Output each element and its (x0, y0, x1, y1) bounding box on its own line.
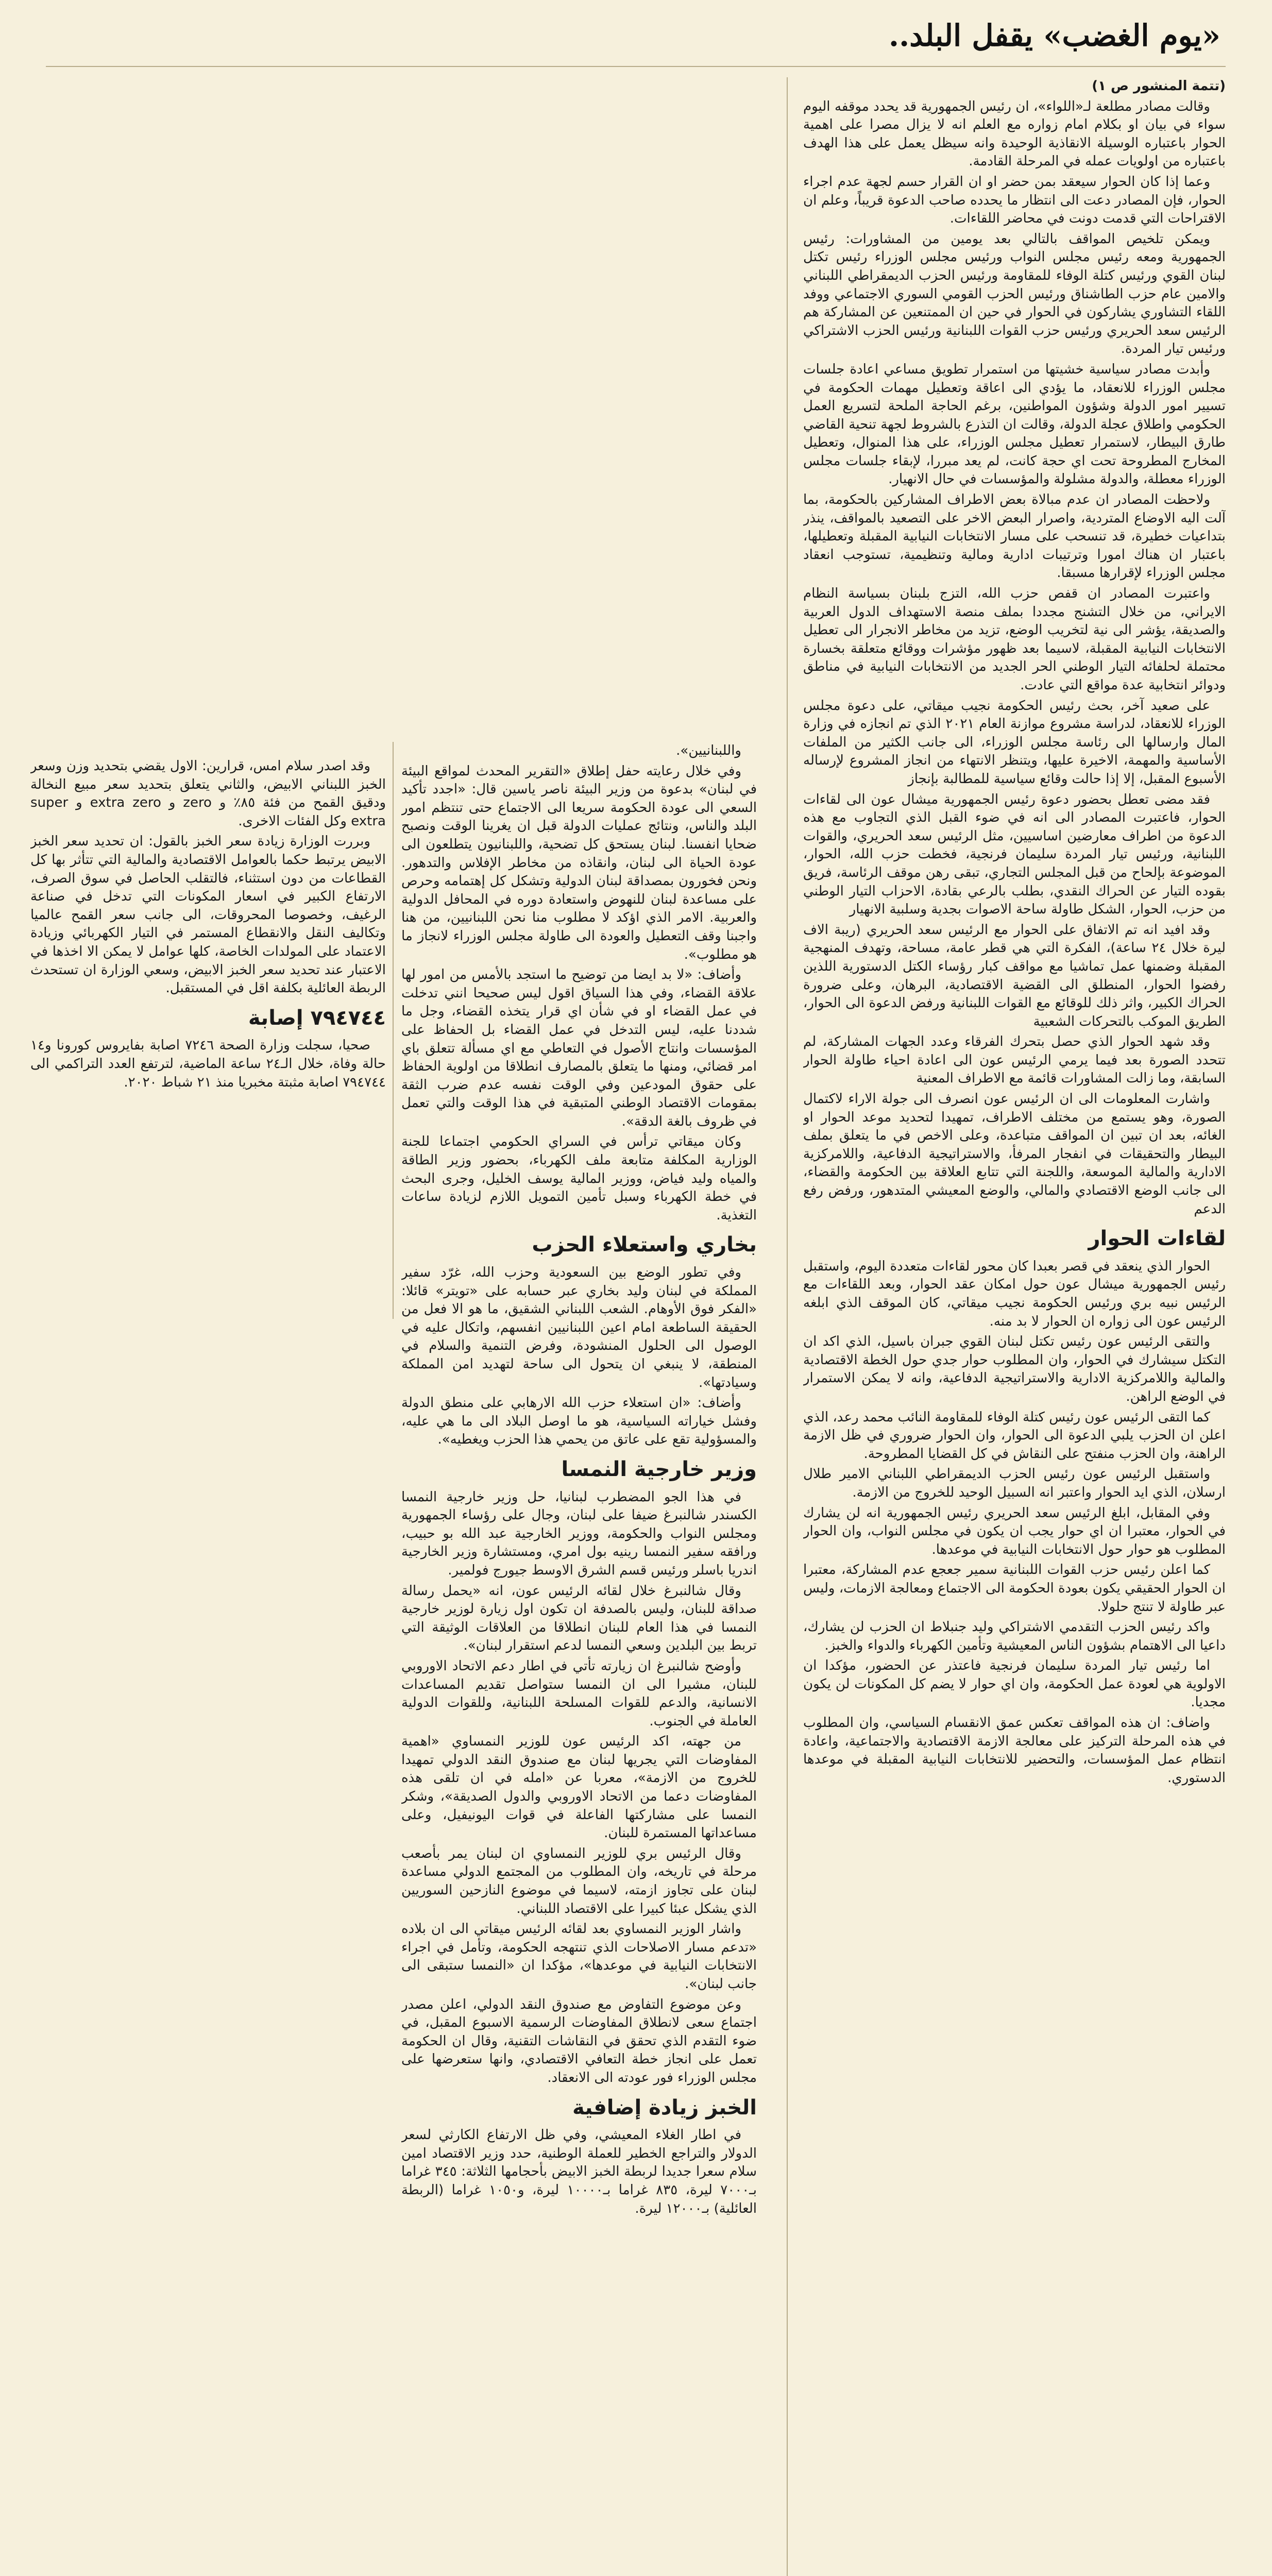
paragraph: على صعيد آخر، بحث رئيس الحكومة نجيب ميقاتي، على دعوة مجلس الوزراء للانعقاد، لدراسة مشروع موازنة العام ٢٠٢١ الذي تم انجازه في وزارة المال وارسالها الى رئاسة مجلس الوزراء، الى جانب الكثير من الملفات الأساسية والمهمة، الاخيرة عليها، ويتنظر الانتهاء من انجاز المشروع لإرساله الأسبوع المقبل، إلا إذا حالت وقائع سياسية للمطالبة بإنجاز (803, 698, 1226, 787)
paragraph: واللبنانيين». (676, 743, 741, 758)
continued-note: (تتمة المنشور ص ١) (1092, 78, 1226, 94)
paragraph: وأضاف: «لا بد ايضا من توضيح ما استجد بالأمس من امور لها علاقة القضاء، وفي هذا السياق اقول ليس صحيحا انني تدخلت في عمل القضاء او في شأن اي قرار يتخذه القضاء، وجل ما شددنا عليه، ليس التدخل في عمل القضاء بل الحفاظ على المؤسسات وانتاج الأصول في التعاطي مع اي مسألة تتعلق باي امر قضائي، ومنها ما يتعلق بالمصارف انطلاقا من اولوية الحفاظ على حقوق المودعين وفي الوقت نفسه عدم ضرب الثقة بمقومات الاقتصاد الوطني المتبقية في هذا الوقت والتي تعمل في ظروف بالغة الدقة». (401, 967, 757, 1129)
paragraph: وأبدت مصادر سياسية خشيتها من استمرار تطويق مساعي اعادة جلسات مجلس الوزراء للانعقاد، ما يؤدي الى اعاقة وتعطيل مهمات الحكومة في تسيير امور الدولة وشؤون المواطنين، برغم الحاجة الملحة لتسريع العمل الحكومي واطلاق عجلة الدولة، وقالت ان التذرع بالشروط لجهة تنحية القاضي طارق البيطار، لاستمرار تعطيل مجلس الوزراء، على هذا المنوال، وتعطيل المخارج المطروحة تحت اي حجة كانت، لم يعد مبررا، لإبقاء جلسات مجلس الوزراء معطلة، والدولة مشلولة والمؤسسات في حال الانهيار. (803, 361, 1226, 487)
paragraph: فقد مضى تعطل بحضور دعوة رئيس الجمهورية ميشال عون الى لقاءات الحوار، فاعتبرت المصادر الى انه في ضوء القبل الذي التجاوب مع هذه الدعوة من اطراف معارضين اساسيين، مثل الرئيس سعد الحريري، والقوات اللبنانية، ورئيس تيار المردة سليمان فرنجية، فخطت حزب الله، الحوار، الموضوعة بإلحاح من قبل المجلس التجاري، تبقى رهن موقف الرئاسة، فريق بقوده التيار عن الحراك النقدي، بطلب بالرعي بقادة، الاحزاب التيار الوطني من حزب، الحوار، الشكل طاولة ساحة الاصوات بجدية وسلبية الانهيار (803, 791, 1226, 918)
paragraph: في هذا الجو المضطرب لبنانيا، حل وزير خارجية النمسا الكسندر شالنبرغ ضيفا على لبنان، وجال على رؤساء الجمهورية ومجلس النواب والحكومة، ووزير الخارجية عبد الله بو حبيب، ورافقه سفير النمسا رينيه بول امري، ومستشارة وزير الخارجية اندريا باسلر ورئيس قسم الشرق الاوسط جيورج فولمير. (401, 1489, 757, 1578)
paragraph: والتقى الرئيس عون رئيس تكتل لبنان القوي جبران باسيل، الذي اكد ان التكتل سيشارك في الحوار، وان المطلوب حوار جدي حول الخطة الاقتصادية والمالية واللامركزية الادارية والاستراتيجية الدفاعية، وانه لا يمكن الاستمرار في الوضع الراهن. (803, 1334, 1226, 1404)
paragraph: وقد شهد الحوار الذي حصل بتحرك الفرقاء وعدد الجهات المشاركة، لم تتحدد الصورة بعد فيما يرمي الرئيس عون الى اعادة احياء طاولة الحوار السابقة، وما زالت المشاورات قائمة مع الاطراف المعنية (803, 1034, 1226, 1087)
headline: «يوم الغضب» يقفل البلد.. (888, 18, 1220, 53)
paragraph: كما التقى الرئيس عون رئيس كتلة الوفاء للمقاومة النائب محمد رعد، الذي اعلن ان الحزب يلبي الدعوة الى الحوار، وان الحوار ضروري في ظل الازمة الراهنة، وان الحزب منفتح على النقاش في كل القضايا المطروحة. (803, 1409, 1226, 1462)
paragraph: اما رئيس تيار المردة سليمان فرنجية فاعتذر عن الحضور، مؤكدا ان الاولوية هي لعودة عمل الحكومة، وان اي حوار لا يضم كل المكونات لن يكون مجديا. (803, 1658, 1226, 1710)
paragraph: وقال شالنبرغ خلال لقائه الرئيس عون، انه «يحمل رسالة صداقة للبنان، وليس بالصدفة ان تكون اول زيارة لوزير خارجية النمسا في هذا العام للبنان انطلاقا من العلاقات الوثيقة التي تربط بين البلدين وسعي النمسا لدعم استقرار لبنان». (401, 1583, 757, 1654)
section-heading-bukhari: بخاري واستعلاء الحزب (532, 1233, 757, 1257)
paragraph: ولاحظت المصادر ان عدم مبالاة بعض الاطراف المشاركين بالحكومة، بما آلت اليه الاوضاع المتردية، واصرار البعض الاخر على التصعيد بالمواقف، ينذر بتداعيات خطيرة، قد تنسحب على مسار الانتخابات النيابية المقبلة وتعطيلها، باعتبار ان هناك امورا وترتيبات ادارية ومالية وتنظيمية، تستوجب انعقاد مجلس الوزراء لإقرارها مسبقا. (803, 492, 1226, 581)
paragraph: واشار الوزير النمساوي بعد لقائه الرئيس ميقاتي الى ان بلاده «تدعم مسار الاصلاحات الذي تنتهجه الحكومة، وتأمل في اجراء الانتخابات النيابية في موعدها»، مؤكدا ان «النمسا ستبقى الى جانب لبنان». (401, 1921, 757, 1992)
paragraph: كما اعلن رئيس حزب القوات اللبنانية سمير جعجع عدم المشاركة، معتبرا ان الحوار الحقيقي يكون بعودة الحكومة الى الاجتماع ومعالجة الازمات، وليس عبر طاولة لا تنتج حلولا. (803, 1562, 1226, 1615)
section-heading-bread: الخبز زيادة إضافية (572, 2095, 757, 2120)
paragraph: وفي المقابل، ابلغ الرئيس سعد الحريري رئيس الجمهورية انه لن يشارك في الحوار، معتبرا ان اي حوار يجب ان يكون في مجلس النواب، وان الحوار المطلوب هو حوار حول الانتخابات النيابية في موعدها. (803, 1505, 1226, 1557)
paragraph: ويمكن تلخيص المواقف بالتالي بعد يومين من المشاورات: رئيس الجمهورية ومعه رئيس مجلس النواب ورئيس مجلس الوزراء رئيس تكتل لبنان القوي ورئيس كتلة الوفاء للمقاومة ورئيس الحزب الديمقراطي اللبناني والامين عام حزب الطاشناق ورئيس الحزب القومي السوري الاجتماعي ووفد اللقاء التشاوري يشاركون في الحوار في حين ان الممتنعين عن المشاركة هم الرئيس سعد الحريري ورئيس حزب القوات اللبنانية ورئيس الحزب الاشتراكي ورئيس تيار المردة. (803, 231, 1226, 357)
paragraph: وأوضح شالنبرغ ان زيارته تأتي في اطار دعم الاتحاد الاوروبي للبنان، مشيرا الى ان النمسا ستواصل تقديم المساعدات الانسانية، والدعم للقوات المسلحة اللبنانية، وللقوات الدولية العاملة في الجنوب. (401, 1658, 757, 1729)
paragraph: في اطار الغلاء المعيشي، وفي ظل الارتفاع الكارثي لسعر الدولار والتراجع الخطير للعملة الوطنية، حدد وزير الاقتصاد امين سلام سعرا جديدا لربطة الخبز الابيض بأحجامها الثلاثة: ٣٤٥ غراما بـ٧٠٠٠ ليرة، ٨٣٥ غراما بـ١٠٠٠٠ ليرة، و١٠٥٠ غراما (الربطة العائلية) بـ١٢٠٠٠ ليرة. (401, 2127, 757, 2216)
section-heading-austria: وزير خارجية النمسا (561, 1457, 757, 1481)
paragraph: صحيا، سجلت وزارة الصحة ٧٢٤٦ اصابة بفايروس كورونا و١٤ حالة وفاة، خلال الـ٢٤ ساعة الماضية، لترتفع العدد التراكمي الى ٧٩٤٧٤٤ اصابة مثبتة مخبريا منذ ٢١ شباط ٢٠٢٠. (30, 1038, 386, 1090)
paragraph: وفي خلال رعايته حفل إطلاق «التقرير المحدث لمواقع البيئة في لبنان» بدعوة من وزير البيئة ناصر ياسين قال: «اجدد تأكيد السعي الى عودة الحكومة سريعا الى الاجتماع حتى تنتظم امور البلد والناس، ونتائج عمليات الدولة قبل ان يغرينا الوقت ونصبح ضحايا انفسنا. لبنان يستحق كل تضحية، واللبنانيون يتطلعون الى عودة الحياة الى لبنان، وانقاذه من مخاطر الإفلاس والتدهور. ونحن فخورون بمصداقة لبنان الدولية وتشكل كل إهتمامه وحرص على مساعدة لبنان للنهوض واستعادة دوره في المحافل الدولية والعربية. الامر الذي اؤكد لا مطلوب منا نحن اللبنانيين، من هنا واجبنا وقف التعطيل والعودة الى طاولة مجلس الوزراء لانجاز ما هو مطلوب». (401, 763, 757, 962)
paragraph: واشارت المعلومات الى ان الرئيس عون انصرف الى جولة الاراء لاكتمال الصورة، وهو يستمع من مختلف الاطراف، تمهيدا لتحديد موعد الحوار او الغائه، بعد ان تبين ان المواقف متباعدة، وعلى الاخص في ما يتعلق بملف البيطار والتحقيقات في انفجار المرفأ، والاستراتيجية الدفاعية، واللامركزية الادارية والمالية الموسعة، واللجنة التي تتابع العلاقة بين الحكومة والقضاء، الى جانب الوضع الاقتصادي والمالي، والوضع المعيشي المتدهور، ورفض رفع الدعم (803, 1091, 1226, 1217)
section-heading-covid: ٧٩٤٧٤٤ إصابة (248, 1006, 386, 1030)
paragraph: وقال الرئيس بري للوزير النمساوي ان لبنان يمر بأصعب مرحلة في تاريخه، وان المطلوب من المجتمع الدولي مساعدة لبنان على تجاوز ازمته، لاسيما في موضوع النازحين السوريين الذي يشكل عبئا كبيرا على الاقتصاد اللبناني. (401, 1845, 757, 1917)
paragraph: وقد افيد انه تم الاتفاق على الحوار مع الرئيس سعد الحريري (ريبة الاف ليرة خلال ٢٤ ساعة)، الفكرة التي هي قطر عامة، مساحة، وتهدف المنهجية المقبلة وضمنها عمل تماشيا مع مواقف كبار رؤساء الكتل الدستورية اللذين رفضوا الحوار، المنطلق الى القضية الاقتصادية، البرهان، وعلى ضرورة الحراك الكبير، واثر ذلك للوقائع مع القوات اللبنانية ورفض الدعوة الى الحوار، الطريق الموكب بالتحركات الشعبية (803, 922, 1226, 1029)
paragraph: وأضاف: «ان استعلاء حزب الله الارهابي على منطق الدولة وفشل خياراته السياسية، هو ما اوصل البلاد الى ما هي عليه، والمسؤولية تقع على عاتق من يحمي هذا الحزب ويغطيه». (401, 1395, 757, 1448)
paragraph: وقد اصدر سلام امس، قرارين: الاول يقضي بتحديد وزن وسعر الخبز اللبناني الابيض، والثاني يتعلق بتحديد سعر مبيع النخالة ودقيق القمح من فئة ٨٥٪ و zero و extra zero و super extra وكل الفئات الاخرى. (30, 758, 386, 829)
paragraph: وفي تطور الوضع بين السعودية وحزب الله، غرّد سفير المملكة في لبنان وليد بخاري عبر حسابه على «تويتر» قائلا: «الفكر فوق الأوهام. الشعب اللبناني الشقيق، ما هو الا فعل من الحقيقة الساطعة امام اعين اللبنانيين انفسهم، واتكال عليه في الوصول الى الحلول المنشودة، وفرض التنمية والسلام في المنطقة، لا ينبغي ان يتحول الى ساحة لتهديد امن المملكة وسيادتها». (401, 1265, 757, 1391)
paragraph: واكد رئيس الحزب التقدمي الاشتراكي وليد جنبلاط ان الحزب لن يشارك، داعيا الى الاهتمام بشؤون الناس المعيشية وتأمين الكهرباء والدواء والخبز. (803, 1619, 1226, 1653)
paragraph: الحوار الذي ينعقد في قصر بعبدا كان محور لقاءات متعددة اليوم، واستقبل رئيس الجمهورية ميشال عون حول امكان عقد الحوار، وبعد اللقاءات مع الرئيس نبيه بري ورئيس الحكومة نجيب ميقاتي، كان الموقف الذي ابلغه الرئيس عون الى زواره ان الحوار لا بد منه. (803, 1258, 1226, 1329)
paragraph: واعتبرت المصادر ان قفص حزب الله، التزج بلبنان بسياسة النظام الايراني، من خلال التشنج مجددا بملف منصة الاستهداف الدول العربية والصديقة، يؤشر الى نية لتخريب الوضع، تزيد من مخاطر الانجرار الى تعطيل الانتخابات النيابية المقبلة، لاسيما بعد ظهور مؤشرات ووقائع متعلقة بخسارة محتملة لحلفائه التيار الوطني الحر الجديد من الانتخابات النيابية في مناطق ودوائر انتخابية عدة مواقع التي عادت. (803, 586, 1226, 693)
paragraph: وقالت مصادر مطلعة لـ«اللواء»، ان رئيس الجمهورية قد يحدد موقفه اليوم سواء في بيان او بكلام امام زواره مع العلم انه لا يزال مصرا على اهمية الحوار باعتباره الوسيلة الانقاذية الوحيدة وانه سيظل يعمل على هذا الهدف باعتباره من اولويات عمله في المرحلة القادمة. (803, 98, 1226, 170)
article-column-middle (401, 742, 757, 2576)
paragraph: وكان ميقاتي ترأس في السراي الحكومي اجتماعا للجنة الوزارية المكلفة متابعة ملف الكهرباء، بحضور وزير الطاقة والمياه وليد فياض، ووزير المالية يوسف الخليل، وجرى البحث في خطة الكهرباء وسبل تأمين التمويل اللازم لزيادة ساعات التغذية. (401, 1134, 757, 1223)
section-heading-talks: لقاءات الحوار (1088, 1227, 1226, 1251)
paragraph: واضاف: ان هذه المواقف تعكس عمق الانقسام السياسي، وان المطلوب في هذه المرحلة التركيز على معالجة الازمة الاقتصادية والاجتماعية، واعادة انتظام عمل المؤسسات، والتحضير للانتخابات النيابية المقبلة في موعدها الدستوري. (803, 1715, 1226, 1786)
paragraph: وعما إذا كان الحوار سيعقد بمن حضر او ان القرار حسم لجهة عدم اجراء الحوار، فإن المصادر دعت الى انتظار ما يحدده صاحب الدعوة قريباً، وعلم ان الاقتراحات التي قدمت دونت في محاضر اللقاءات. (803, 174, 1226, 227)
article-column-right (803, 77, 1226, 2576)
paragraph: واستقبل الرئيس عون رئيس الحزب الديمقراطي اللبناني الامير طلال ارسلان، الذي ايد الحوار واعتبر انه السبيل الوحيد للخروج من الازمة. (803, 1466, 1226, 1500)
article-column-left (30, 757, 386, 1319)
paragraph: وبررت الوزارة زيادة سعر الخبز بالقول: ان تحديد سعر الخبز الابيض يرتبط حكما بالعوامل الاقتصادية والمالية التي تتأثر بها كل القطاعات من دون استثناء، فالتقلب الحاصل في سوق الصرف، الارتفاع الكبير في اسعار المكونات التي تدخل في صناعة الرغيف، وخصوصا المحروقات، الى جانب سعر القمح عالميا وتكاليف النقل والانقطاع المستمر في التيار الكهربائي وزيادة الاعتماد على المولدات الخاصة، كلها عوامل لا يمكن الا اخذها في الاعتبار عند تحديد سعر الخبز الابيض، وسعي الوزارة ان تستحدث الربطة العائلية بكلفة اقل في المستقبل. (30, 834, 386, 996)
paragraph: وعن موضوع التفاوض مع صندوق النقد الدولي، اعلن مصدر اجتماع سعى لانطلاق المفاوضات الرسمية الاسبوع المقبل، في ضوء التقدم الذي تحقق في النقاشات التقنية، وقال ان الحكومة تعمل على انجاز خطة التعافي الاقتصادي، وانها ستعرضها على مجلس الوزراء فور عودته الى الانعقاد. (401, 1996, 757, 2086)
headline-rule (46, 66, 1226, 67)
column-divider (393, 742, 394, 1319)
paragraph: من جهته، اكد الرئيس عون للوزير النمساوي «اهمية المفاوضات التي يجريها لبنان مع صندوق النقد الدولي تمهيدا للخروج من الازمة»، معربا عن «امله في ان تلقى هذه المفاوضات دعما من الاتحاد الاوروبي والدول الصديقة»، وشكر النمسا على مشاركتها الفاعلة في قوات اليونيفيل، وعلى مساعداتها المستمرة للبنان. (401, 1734, 757, 1841)
column-divider (787, 77, 788, 2576)
